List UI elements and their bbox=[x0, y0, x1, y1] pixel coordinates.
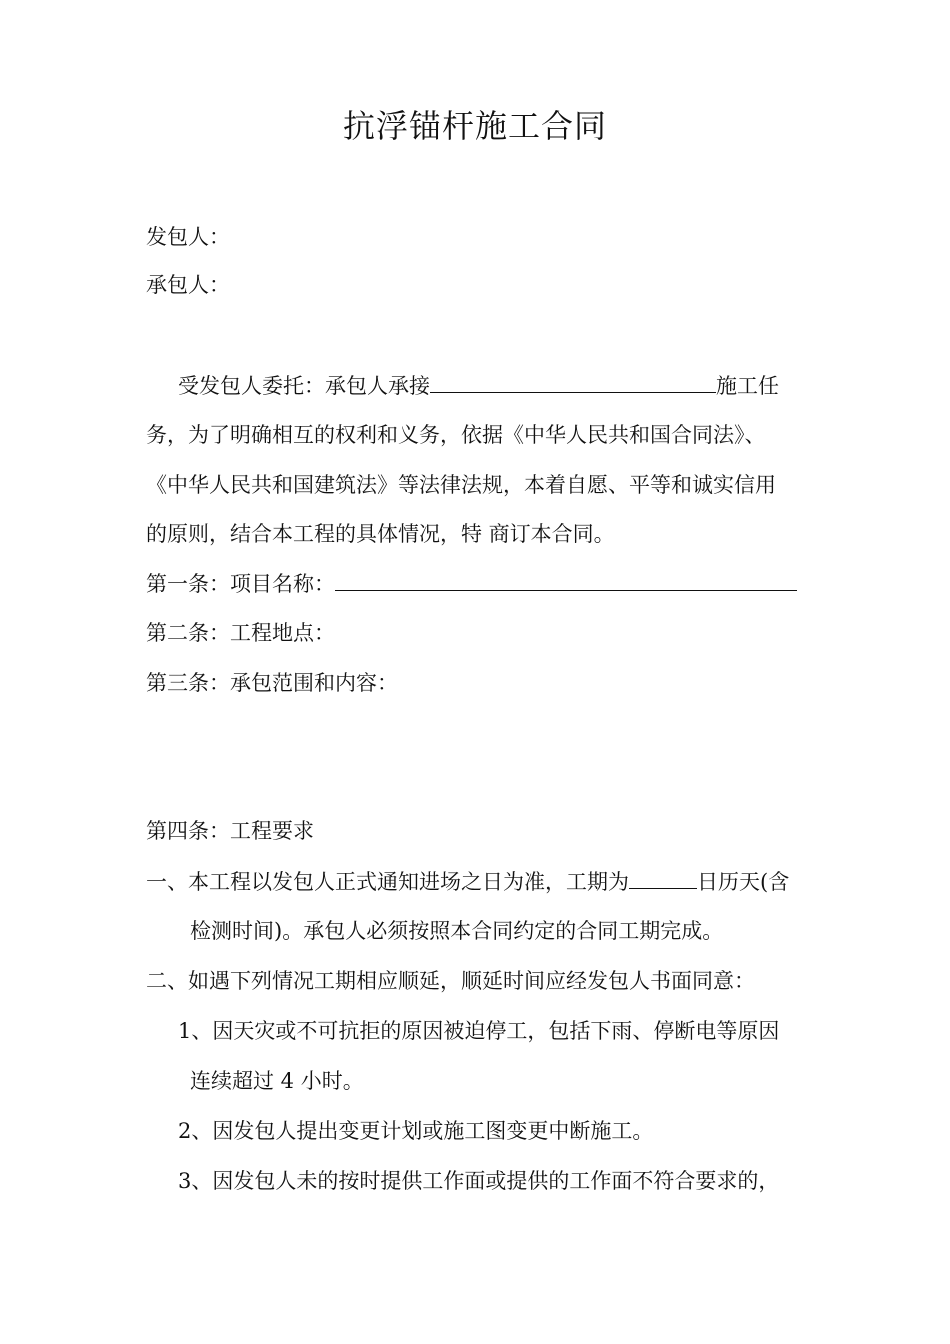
article-4-item-1-suffix: 日历天(含 bbox=[697, 870, 790, 894]
sub-item-1-continued: 连续超过 4 小时。 bbox=[190, 1069, 364, 1093]
article-4-heading: 第四条：工程要求 bbox=[146, 819, 314, 843]
party-b-label: 承包人： bbox=[146, 273, 230, 297]
article-3: 第三条：承包范围和内容： bbox=[146, 671, 398, 695]
intro-line-4: 的原则，结合本工程的具体情况，特 商订本合同。 bbox=[146, 522, 615, 546]
duration-blank bbox=[629, 866, 697, 889]
article-4-item-2: 二、如遇下列情况工期相应顺延，顺延时间应经发包人书面同意： bbox=[146, 969, 755, 993]
article-1 bbox=[146, 568, 797, 599]
page-title: 抗浮锚杆施工合同 bbox=[342, 107, 607, 145]
intro-line-1-suffix: 施工任 bbox=[716, 374, 779, 398]
article-4-item-1-text: 一、本工程以发包人正式通知进场之日为准，工期为 bbox=[146, 870, 629, 894]
intro-line-3: 《中华人民共和国建筑法》等法律法规，本着自愿、平等和诚实信用 bbox=[146, 473, 776, 497]
project-task-blank bbox=[430, 370, 716, 393]
article-4-item-1-continued: 检测时间)。承包人必须按照本合同约定的合同工期完成。 bbox=[190, 919, 724, 943]
article-4-item-1 bbox=[146, 866, 789, 897]
party-a-label: 发包人： bbox=[146, 225, 230, 249]
sub-item-2: 2、因发包人提出变更计划或施工图变更中断施工。 bbox=[178, 1119, 654, 1143]
article-1-label: 第一条：项目名称： bbox=[146, 572, 335, 596]
article-2: 第二条：工程地点： bbox=[146, 621, 335, 645]
intro-line-2: 务，为了明确相互的权利和义务，依据《中华人民共和国合同法》、 bbox=[146, 423, 766, 447]
project-name-blank bbox=[335, 568, 797, 591]
intro-line-1-text: 受发包人委托：承包人承接 bbox=[178, 374, 430, 398]
sub-item-3: 3、因发包人未的按时提供工作面或提供的工作面不符合要求的， bbox=[178, 1169, 780, 1193]
intro-line-1 bbox=[178, 370, 779, 401]
sub-item-1: 1、因天灾或不可抗拒的原因被迫停工，包括下雨、停断电等原因 bbox=[178, 1019, 780, 1043]
